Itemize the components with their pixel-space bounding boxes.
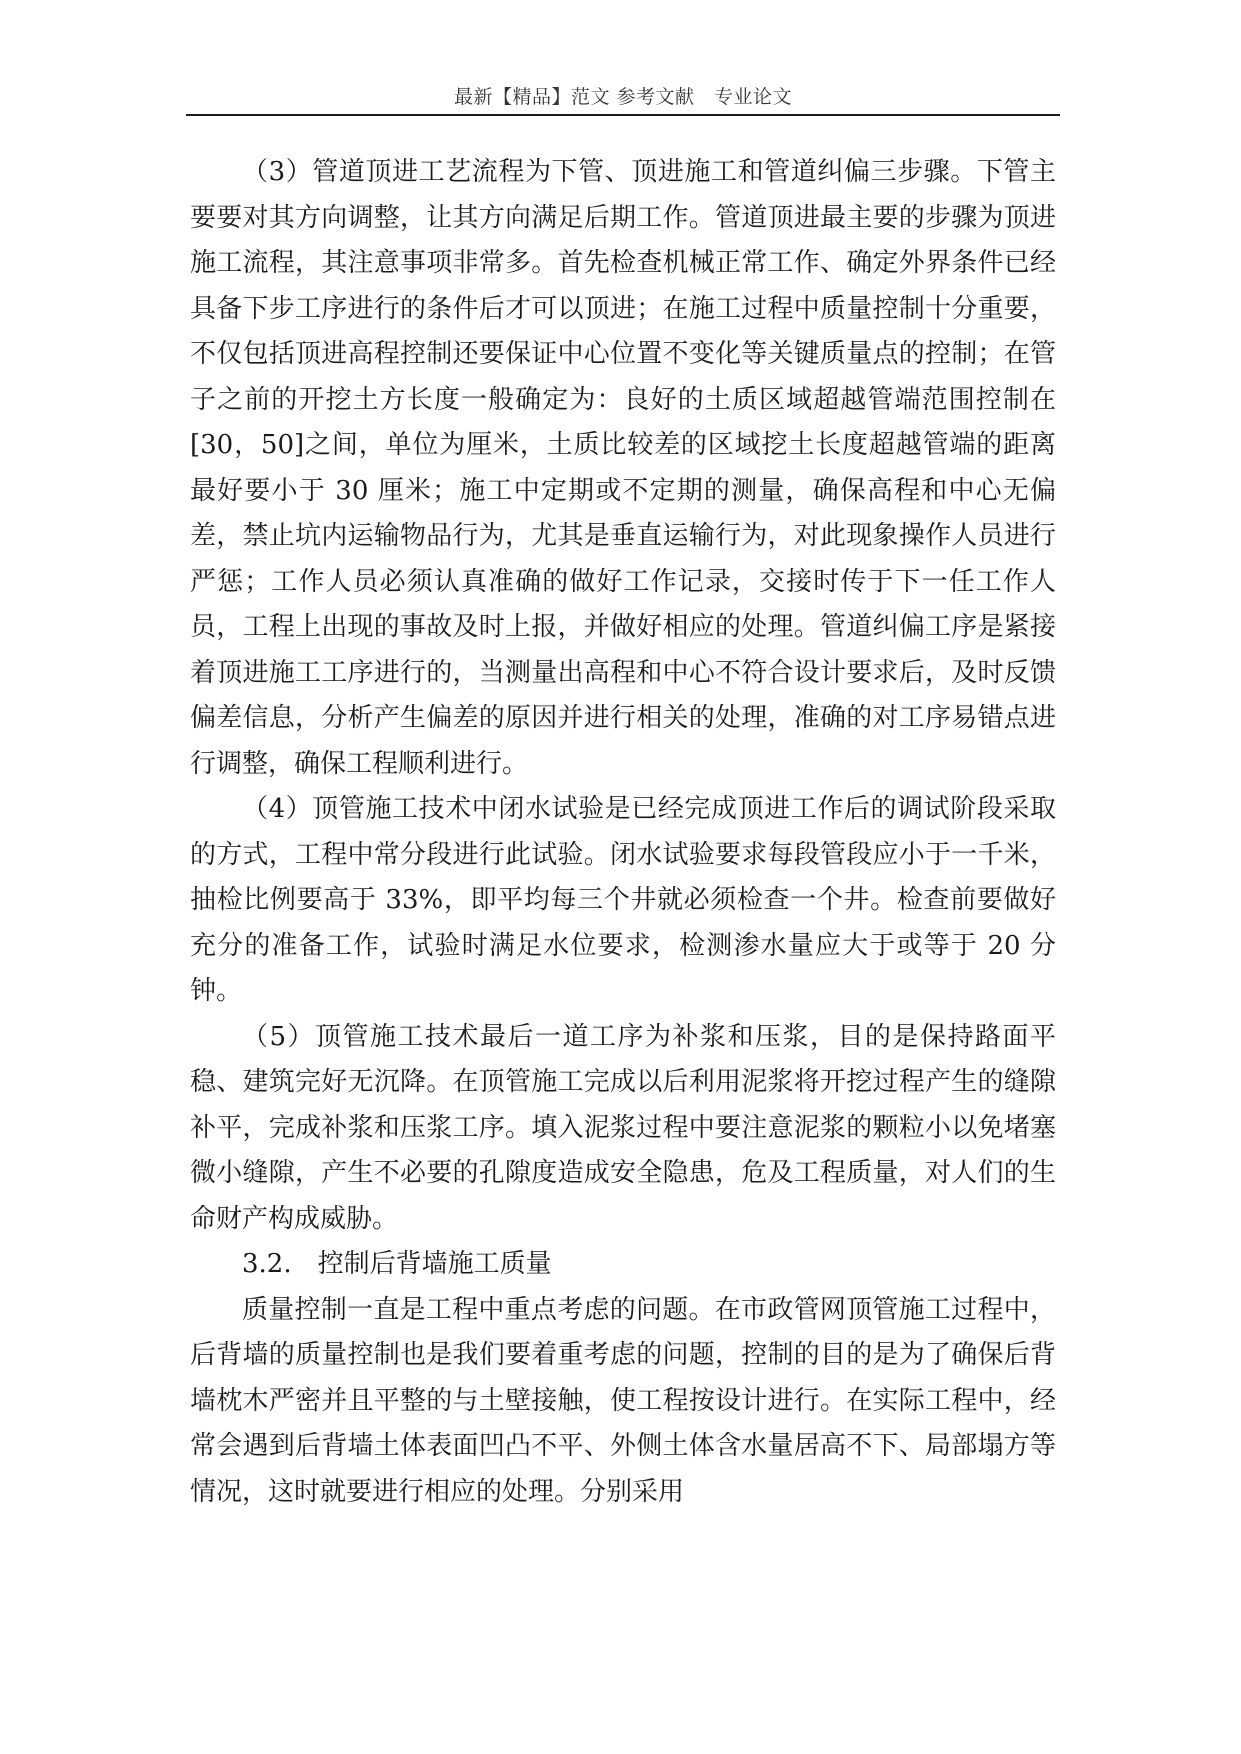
paragraph-back-wall-quality: 质量控制一直是工程中重点考虑的问题。在市政管网顶管施工过程中，后背墙的质量控制也是我们要着重考虑的问题，控制的目的是为了确保后背墙枕木严密并且平整的与土壁接触，使工程按设计进行。在实际工程中，经常会遇到后背墙土体表面凹凸不平、外侧土体含水量居高不下、局部塌方等情况，这时就要进行相应的处理。分别采用 [190, 1294, 1056, 1507]
header-divider [186, 114, 1060, 116]
document-body [190, 150, 1056, 1515]
paragraph-step-3: （3）管道顶进工艺流程为下管、顶进施工和管道纠偏三步骤。下管主要要对其方向调整，让其方向满足后期工作。管道顶进最主要的步骤为顶进施工流程，其注意事项非常多。首先检查机械正常工作、确定外界条件已经具备下步工序进行的条件后才可以顶进；在施工过程中质量控制十分重要，不仅包括顶进高程控制还要保证中心位置不变化等关键质量点的控制；在管子之前的开挖土方长度一般确定为：良好的土质区域超越管端范围控制在[30，50]之间，单位为厘米，土质比较差的区域挖土长度超越管端的距离最好要小于 30 厘米；施工中定期或不定期的测量，确保高程和中心无偏差，禁止坑内运输物品行为，尤其是垂直运输行为，对此现象操作人员进行严惩；工作人员必须认真准确的做好工作记录，交接时传于下一任工作人员，工程上出现的事故及时上报，并做好相应的处理。管道纠偏工序是紧接着顶进施工工序进行的，当测量出高程和中心不符合设计要求后，及时反馈偏差信息，分析产生偏差的原因并进行相关的处理，准确的对工序易错点进行调整，确保工程顺利进行。 [190, 157, 1056, 779]
paragraph-step-4: （4）顶管施工技术中闭水试验是已经完成顶进工作后的调试阶段采取的方式，工程中常分段进行此试验。闭水试验要求每段管段应小于一千米，抽检比例要高于 33%，即平均每三个井就必须检查一个井。检查前要做好充分的准备工作，试验时满足水位要求，检测渗水量应大于或等于 20 分钟。 [190, 794, 1056, 1006]
page-header: 最新【精品】范文 参考文献 专业论文 [453, 86, 793, 108]
paragraph-step-5: （5）顶管施工技术最后一道工序为补浆和压浆，目的是保持路面平稳、建筑完好无沉降。在顶管施工完成以后利用泥浆将开挖过程产生的缝隙补平，完成补浆和压浆工序。填入泥浆过程中要注意泥浆的颗粒小以免堵塞微小缝隙，产生不必要的孔隙度造成安全隐患，危及工程质量，对人们的生命财产构成威胁。 [190, 1021, 1056, 1234]
section-heading-3-2: 3.2. 控制后背墙施工质量 [242, 1249, 552, 1279]
